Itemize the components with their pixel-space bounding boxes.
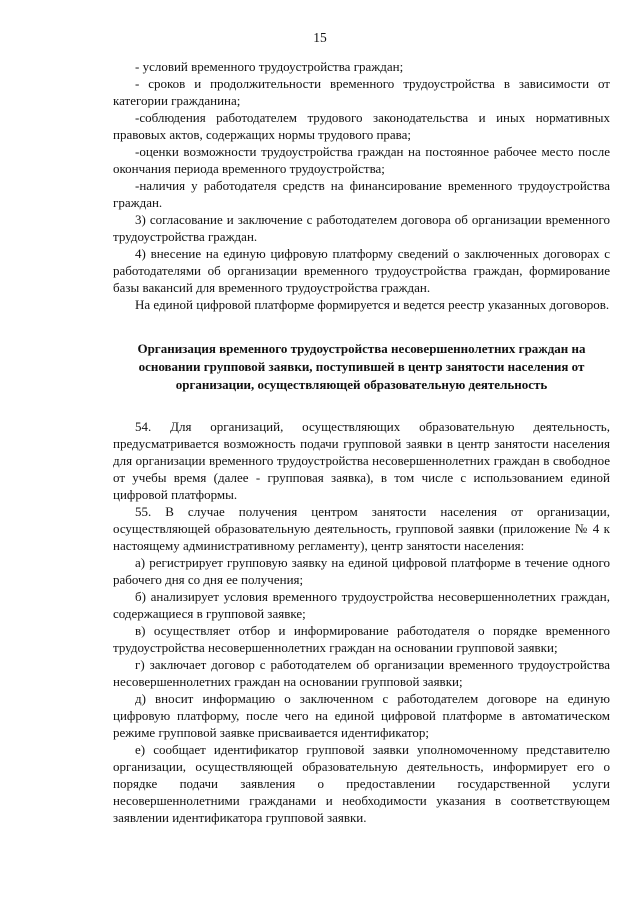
paragraph-54: 54. Для организаций, осуществляющих образовательную деятельность, предусматривается возможность подачи групповой заявки в центр занятости населения для организации временного трудоустройства несовершеннолетних граждан в свободное от учебы время (далее - групповая заявка), в том числе с использованием единой цифровой платформы. xyxy=(113,419,610,502)
paragraph-item-3: 3) согласование и заключение с работодателем договора об организации временного трудоустройства граждан. xyxy=(113,212,610,244)
paragraph-item-4: 4) внесение на единую цифровую платформу сведений о заключенных договорах с работодателями об организации временного трудоустройства граждан, формирование базы вакансий для временного трудоустройства граждан. xyxy=(113,246,610,295)
section-heading xyxy=(113,340,610,394)
paragraph-55: 55. В случае получения центром занятости населения от организации, осуществляющей образовательную деятельность, групповой заявки (приложение № 4 к настоящему административному регламенту), центр занятости населения: xyxy=(113,504,610,553)
subitem-d: д) вносит информацию о заключенном с работодателем договоре на единую цифровую платформу, после чего на единой цифровой платформе в автоматическом режиме групповой заявке присваивается идентификатор; xyxy=(113,691,610,740)
heading-line: организации, осуществляющей образовательную деятельность xyxy=(175,377,548,392)
list-item-compliance: -соблюдения работодателем трудового законодательства и иных нормативных правовых актов, содержащих нормы трудового права; xyxy=(113,110,610,142)
heading-line: основании групповой заявки, поступившей в центр занятости населения от xyxy=(138,359,585,374)
subitem-v: в) осуществляет отбор и информирование работодателя о порядке временного трудоустройства несовершеннолетних граждан на основании групповой заявки; xyxy=(113,623,610,655)
paragraph-registry: На единой цифровой платформе формируется и ведется реестр указанных договоров. xyxy=(135,297,610,312)
subitem-g: г) заключает договор с работодателем об организации временного трудоустройства несовершеннолетних граждан на основании групповой заявки; xyxy=(113,657,610,689)
document-body xyxy=(113,58,610,826)
heading-line: Организация временного трудоустройства несовершеннолетних граждан на xyxy=(137,341,586,356)
list-item-assessment: -оценки возможности трудоустройства граждан на постоянное рабочее место после окончания периода временного трудоустройства; xyxy=(113,144,610,176)
list-item-terms: - сроков и продолжительности временного трудоустройства в зависимости от категории гражданина; xyxy=(113,76,610,108)
subitem-e: е) сообщает идентификатор групповой заявки уполномоченному представителю организации, осуществляющей образовательную деятельность, информирует его о порядке подачи заявления о предоставлении государственной услуги несовершеннолетними гражданами и необходимости указания в соответствующем заявлении идентификатора групповой заявки. xyxy=(113,742,610,825)
list-item-conditions: - условий временного трудоустройства граждан; xyxy=(135,59,404,74)
page-number: 15 xyxy=(313,30,327,45)
subitem-b: б) анализирует условия временного трудоустройства несовершеннолетних граждан, содержащиеся в групповой заявке; xyxy=(113,589,610,621)
subitem-a: а) регистрирует групповую заявку на единой цифровой платформе в течение одного рабочего дня со дня ее получения; xyxy=(113,555,610,587)
list-item-funding: -наличия у работодателя средств на финансирование временного трудоустройства граждан. xyxy=(113,178,610,210)
